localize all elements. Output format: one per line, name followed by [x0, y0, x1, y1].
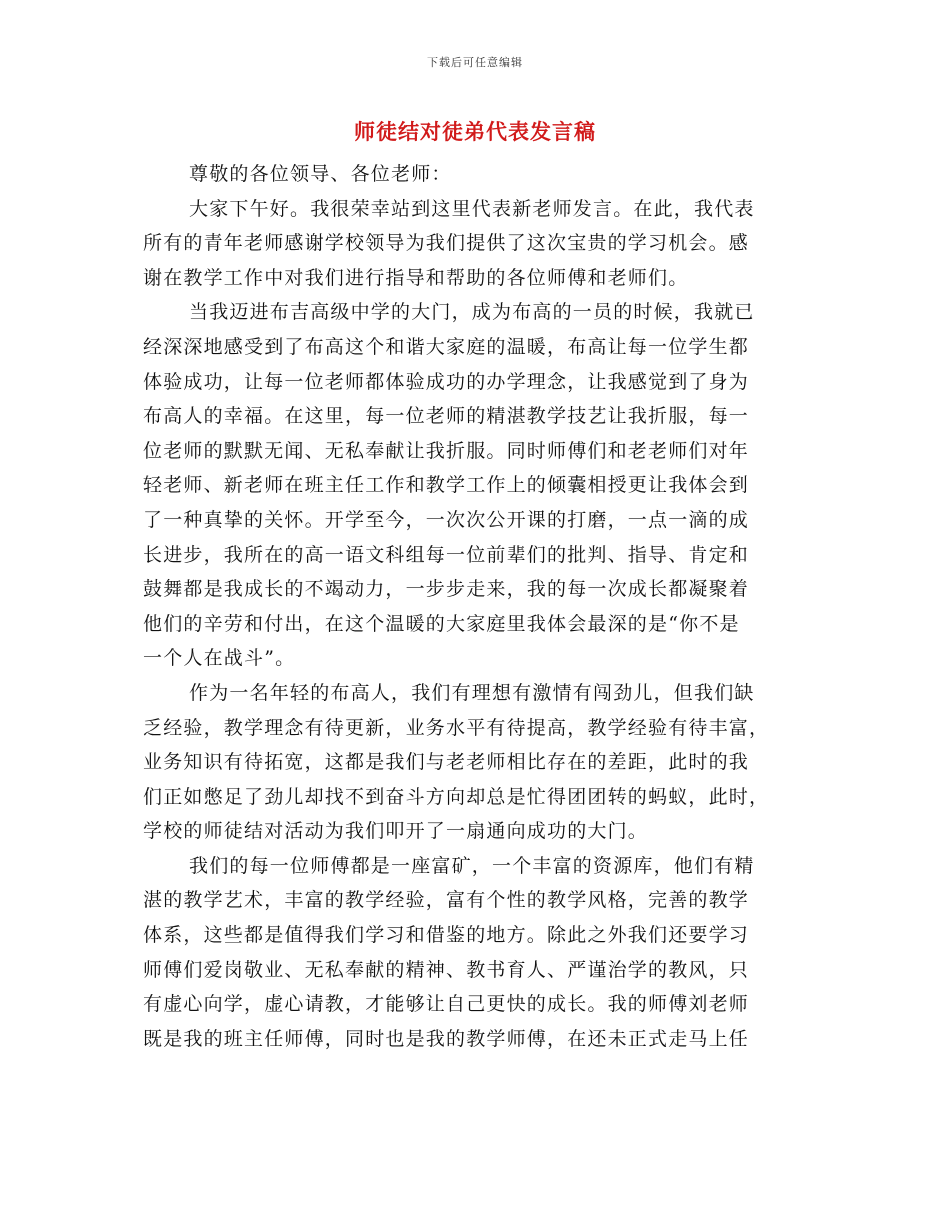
paragraph-line: 一个人在战斗”。	[143, 647, 296, 670]
paragraph-line: 体系，这些都是值得我们学习和借鉴的地方。除此之外我们还要学习	[143, 924, 750, 947]
document-body	[143, 157, 808, 1056]
paragraph-line: 乏经验，教学理念有待更新，业务水平有待提高，教学经验有待丰富，	[143, 716, 770, 739]
salutation-line: 尊敬的各位领导、各位老师：	[189, 163, 452, 185]
paragraph-line: 我们的每一位师傅都是一座富矿，一个丰富的资源库，他们有精	[189, 854, 755, 877]
paragraph-line: 布高人的幸福。在这里，每一位老师的精湛教学技艺让我折服，每一	[143, 405, 750, 428]
paragraph-line: 作为一名年轻的布高人，我们有理想有激情有闯劲儿，但我们缺	[189, 681, 755, 704]
paragraph-line: 所有的青年老师感谢学校领导为我们提供了这次宝贵的学习机会。感	[143, 232, 750, 255]
paragraph-line: 师傅们爱岗敬业、无私奉献的精神、教书育人、严谨治学的教风，只	[143, 958, 750, 981]
paragraph-line: 体验成功，让每一位老师都体验成功的办学理念，让我感觉到了身为	[143, 370, 750, 393]
paragraph-line: 位老师的默默无闻、无私奉献让我折服。同时师傅们和老老师们对年	[143, 439, 750, 462]
paragraph-line: 鼓舞都是我成长的不竭动力，一步步走来，我的每一次成长都凝聚着	[143, 578, 750, 601]
paragraph-line: 他们的辛劳和付出，在这个温暖的大家庭里我体会最深的是“你不是	[143, 612, 740, 635]
page-header: 下载后可任意编辑	[427, 56, 523, 69]
paragraph-line: 长进步，我所在的高一语文科组每一位前辈们的批判、指导、肯定和	[143, 543, 750, 566]
paragraph-line: 当我迈进布吉高级中学的大门，成为布高的一员的时候，我就已	[189, 301, 755, 324]
paragraph-line: 了一种真挚的关怀。开学至今，一次次公开课的打磨，一点一滴的成	[143, 508, 750, 531]
paragraph-line: 既是我的班主任师傅，同时也是我的教学师傅，在还未正式走马上任	[143, 1027, 750, 1050]
paragraph-line: 湛的教学艺术，丰富的教学经验，富有个性的教学风格，完善的教学	[143, 889, 750, 912]
paragraph-line: 谢在教学工作中对我们进行指导和帮助的各位师傅和老师们。	[143, 266, 689, 289]
paragraph-line: 有虚心向学，虚心请教，才能够让自己更快的成长。我的师傅刘老师	[143, 993, 750, 1016]
paragraph-line: 学校的师徒结对活动为我们叩开了一扇通向成功的大门。	[143, 820, 649, 843]
document-title: 师徒结对徒弟代表发言稿	[354, 119, 596, 144]
paragraph-line: 轻老师、新老师在班主任工作和教学工作上的倾囊相授更让我体会到	[143, 474, 750, 497]
paragraph-line: 业务知识有待拓宽，这都是我们与老老师相比存在的差距，此时的我	[143, 751, 750, 774]
paragraph-line: 经深深地感受到了布高这个和谐大家庭的温暖，布高让每一位学生都	[143, 335, 750, 358]
paragraph-line: 大家下午好。我很荣幸站到这里代表新老师发言。在此，我代表	[189, 197, 755, 220]
paragraph-line: 们正如憋足了劲儿却找不到奋斗方向却总是忙得团团转的蚂蚁，此时，	[143, 785, 770, 808]
